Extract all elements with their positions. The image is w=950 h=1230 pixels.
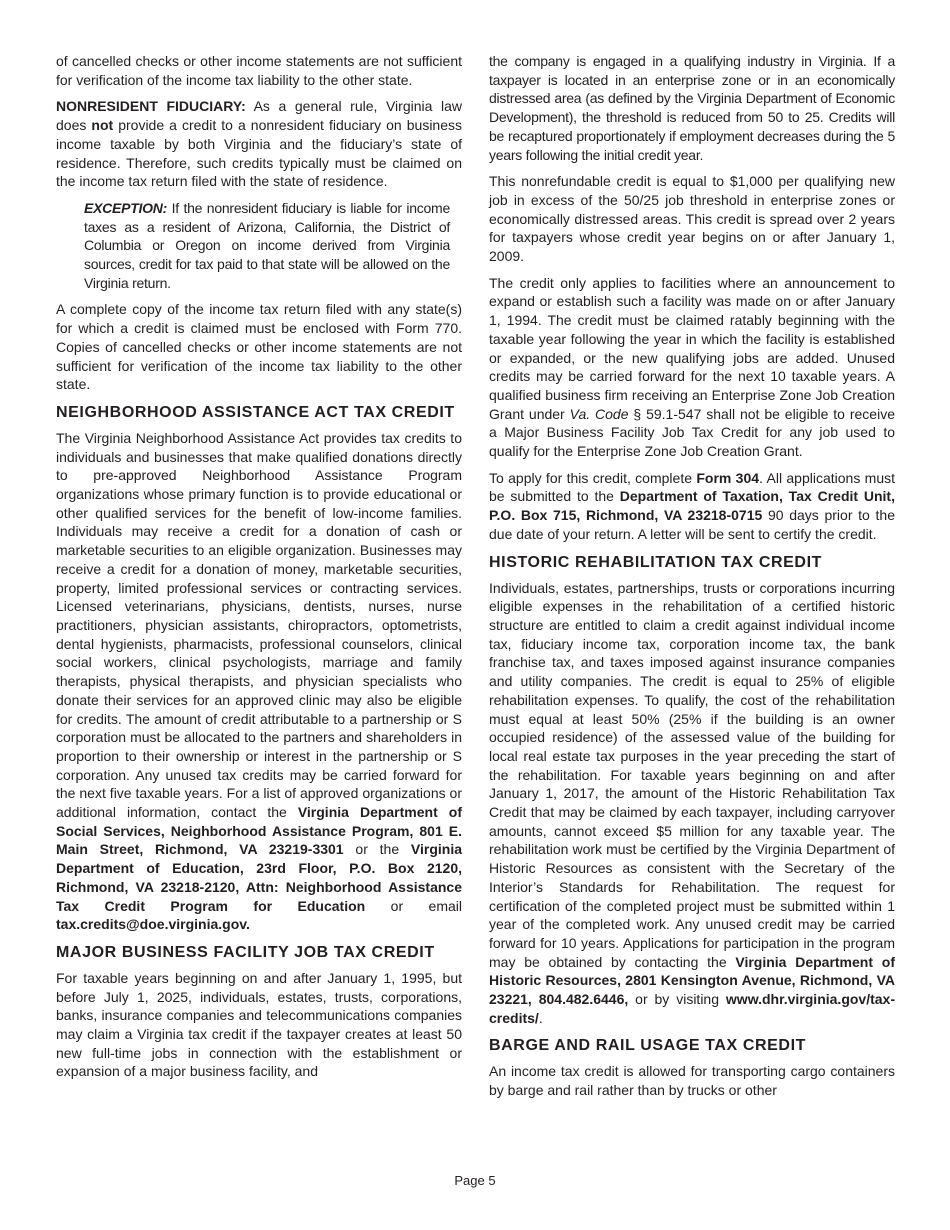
left-column bbox=[56, 52, 462, 1089]
exception-label: EXCEPTION: bbox=[84, 199, 168, 216]
form-304: Form 304 bbox=[696, 469, 760, 486]
dhr-address: Virginia Department of Historic Resources, 2801 Kensington Avenue, Richmond, VA 23221, 804.482.6446, bbox=[489, 953, 895, 1008]
paragraph-mbf-facilities bbox=[489, 274, 895, 461]
text: or email bbox=[365, 897, 463, 914]
text: If the nonresident fiduciary is liable for income taxes as a resident of Arizona, California, the District of Columbia or Oregon on income derived from Virginia sources, credit for tax paid to that state will be allowed on the Virginia return. bbox=[84, 199, 450, 291]
paragraph-neighborhood-assistance bbox=[56, 429, 462, 934]
paragraph-mbf-apply bbox=[489, 469, 895, 544]
text: The credit only applies to facilities where an announcement to expand or establish such a facility was made on or after January 1, 1994. The credit must be claimed ratably beginning with the taxable year following the year in which the facility is established or expanded, or the new qualifying jobs are added. Unused credits may be carried forward for the next 10 taxable years. A qualified business firm receiving an Enterprise Zone Job Creation Grant under bbox=[489, 274, 895, 422]
text: Individuals, estates, partnerships, trusts or corporations incurring eligible expenses in the rehabilitation of a certified historic structure are entitled to claim a credit against individual income tax, fiduciary income tax, corporation income tax, the bank franchise tax, and taxes imposed against insurance companies and utility companies. The credit is equal to 25% of eligible rehabilitation expenses. To qualify, the cost of the rehabilitation must equal at least 50% (25% if the building is an owner occupied residence) of the assessed value of the building for local real estate tax purposes in the year preceding the start of the rehabilitation. For taxable years beginning on and after January 1, 2017, the amount of the Historic Rehabilitation Tax Credit that may be claimed by each taxpayer, including carryover amounts, cannot exceed $5 million for any taxable year. The rehabilitation work must be certified by the Virginia Department of Historic Resources as consistent with the Secretary of the Interior’s Standards for Rehabilitation. The request for certification of the completed project must be submitted within 1 year of the completed work. Any unused credit may be carried forward for 10 years. Applications for participation in the program may be obtained by contacting the bbox=[489, 579, 895, 970]
email-link[interactable]: tax.credits@doe.virginia.gov. bbox=[56, 916, 250, 933]
text: § 59.1-547 shall not be eligible to receive a Major Business Facility Job Tax Credit for any job used to qualify for the Enterprise Zone Job Creation Grant. bbox=[489, 405, 895, 460]
heading-historic-rehabilitation: HISTORIC REHABILITATION TAX CREDIT bbox=[489, 553, 822, 571]
paragraph-major-business-facility: For taxable years beginning on and after January 1, 1995, but before July 1, 2025, individuals, estates, trusts, corporations, banks, insurance companies and telecommunications companies may claim a Virginia tax credit if the taxpayer creates at least 50 new full-time jobs in connection with the establishment or expansion of a major business facility, and bbox=[56, 969, 462, 1080]
paragraph-mbf-nonrefundable: This nonrefundable credit is equal to $1,000 per qualifying new job in excess of the 50/25 job threshold in enterprise zones or economically distressed areas. This credit is spread over 2 years for taxpayers whose credit year begins on or after January 1, 2009. bbox=[489, 173, 895, 265]
paragraph-barge-rail: An income tax credit is allowed for transporting cargo containers by barge and rail rather than by trucks or other bbox=[489, 1063, 895, 1099]
text: provide a credit to a nonresident fiduciary on business income taxable by both Virginia and the fiduciary’s state of residence. Therefore, such credits typically must be claimed on the income tax return filed with the state of residence. bbox=[56, 117, 463, 190]
emphasis-not: not bbox=[91, 117, 114, 134]
dhr-url-link[interactable]: www.dhr.virginia.gov/tax-credits/ bbox=[489, 991, 895, 1026]
text: or the bbox=[343, 841, 411, 858]
va-code: Va. Code bbox=[569, 405, 629, 422]
nonresident-fiduciary-label: NONRESIDENT FIDUCIARY: bbox=[56, 98, 246, 115]
paragraph-historic-rehabilitation bbox=[489, 579, 895, 1028]
page-number: Page 5 bbox=[454, 1173, 496, 1188]
text: To apply for this credit, complete bbox=[489, 469, 697, 486]
tax-credit-unit-address: Department of Taxation, Tax Credit Unit, P.O. Box 715, Richmond, VA 23218-0715 bbox=[489, 488, 895, 524]
text: 90 days prior to the due date of your return. A letter will be sent to certify the credit. bbox=[489, 507, 895, 542]
text: As a general rule, Virginia law does bbox=[56, 98, 462, 134]
paragraph-nonresident-fiduciary bbox=[56, 97, 462, 191]
text: . bbox=[538, 1009, 543, 1026]
text: or by visiting bbox=[628, 991, 726, 1008]
paragraph-mbf-qualifying-industry: the company is engaged in a qualifying industry in Virginia. If a taxpayer is located in an enterprise zone or in an economically distressed area (as defined by the Virginia Department of Economic Development), the threshold is reduced from 50 to 25. Credits will be recaptured proportionately if employment decreases during the 5 years following the initial credit year. bbox=[489, 53, 895, 163]
text: . All applications must be submitted to the bbox=[489, 469, 896, 505]
paragraph-complete-copy: A complete copy of the income tax return filed with any state(s) for which a credit is claimed must be enclosed with Form 770. Copies of cancelled checks or other income statements are not sufficient for verification of the income tax liability to the other state. bbox=[56, 301, 462, 393]
text: The Virginia Neighborhood Assistance Act provides tax credits to individuals and businesses that make qualified donations directly to pre-approved Neighborhood Assistance Program organizations whose primary function is to provide educational or other qualified services for the benefit of low-income families. Individuals may receive a credit for a donation of cash or marketable securities to an eligible organization. Businesses may receive a credit for a donation of money, marketable securities, property, limited professional services or contracting services. Licensed veterinarians, physicians, dentists, nurses, nurse practitioners, physician assistants, chiropractors, optometrists, dental hygienists, pharmacists, professional counselors, clinical social workers, clinical psychologists, marriage and family therapists, physical therapists, and physician specialists who donate their services for an approved clinic may also be eligible for credits. The amount of credit attributable to a partnership or S corporation must be allocated to the partners and shareholders in proportion to their ownership or interest in the partnership or S corporation. Any unused tax credits may be carried forward for the next five taxable years. For a list of approved organizations or additional information, contact the bbox=[56, 429, 462, 821]
paragraph-cancelled-checks: of cancelled checks or other income statements are not sufficient for verification of the income tax liability to the other state. bbox=[56, 53, 462, 88]
heading-neighborhood-assistance: NEIGHBORHOOD ASSISTANCE ACT TAX CREDIT bbox=[56, 403, 455, 421]
doe-address: Virginia Department of Education, 23rd Floor, P.O. Box 2120, Richmond, VA 23218-2120, Attn: Neighborhood Assistance Tax Credit Program for Education bbox=[56, 841, 462, 914]
dss-address: Virginia Department of Social Services, Neighborhood Assistance Program, 801 E. Main Street, Richmond, VA 23219-3301 bbox=[56, 804, 462, 858]
right-column bbox=[489, 52, 895, 1108]
heading-major-business-facility: MAJOR BUSINESS FACILITY JOB TAX CREDIT bbox=[56, 943, 435, 961]
heading-barge-rail: BARGE AND RAIL USAGE TAX CREDIT bbox=[489, 1037, 806, 1055]
paragraph-exception bbox=[84, 199, 450, 293]
